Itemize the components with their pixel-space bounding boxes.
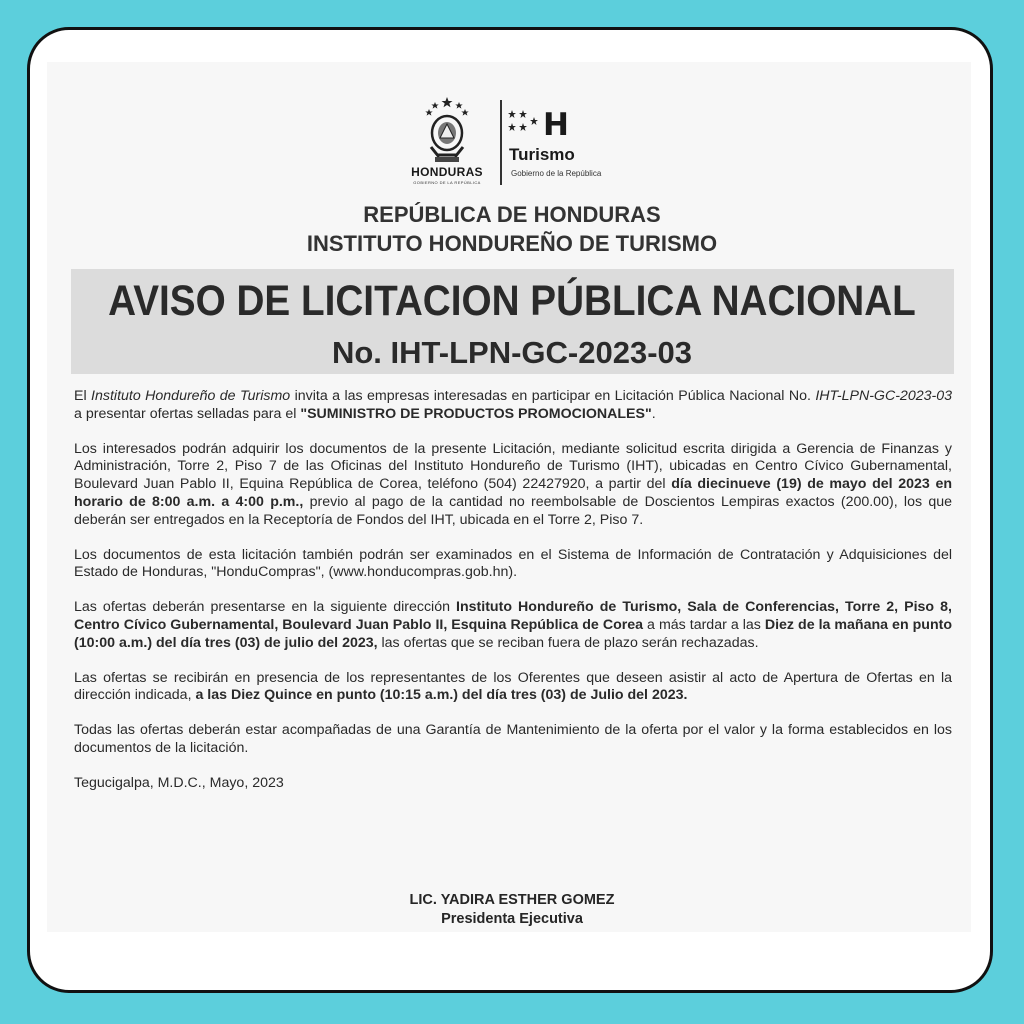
h-letter: H (543, 107, 569, 143)
dateline: Tegucigalpa, M.D.C., Mayo, 2023 (74, 774, 284, 791)
text-run: Las ofertas se recibirán en presencia de los representantes de los Oferentes que deseen asistir al acto de Apertura de Ofertas en la dirección indicada, (74, 669, 952, 704)
header-republic: REPÚBLICA DE HONDURAS (363, 202, 661, 227)
logo-divider (500, 100, 502, 185)
signatory-name: LIC. YADIRA ESTHER GOMEZ (409, 892, 615, 908)
text-run: Las ofertas deberán presentarse en la siguiente dirección (74, 599, 457, 616)
paragraph-opening (74, 670, 952, 706)
turismo-wordmark: Turismo (509, 145, 575, 164)
paragraph-invitation (74, 388, 952, 424)
text-run-bold: a las Diez Quince en punto (10:15 a.m.) del día tres (03) de Julio del 2023. (195, 687, 688, 704)
text-run-italic: Instituto Hondureño de Turismo (91, 388, 291, 404)
honduras-subtitle: GOBIERNO DE LA REPÚBLICA (413, 180, 481, 185)
text-run: invita a las empresas interesadas en participar en Licitación Pública Nacional No. (290, 388, 816, 404)
paragraph-documents (74, 441, 952, 530)
text-run: Los interesados podrán adquirir los documentos de la presente Licitación, mediante solicitud escrita dirigida a Gerencia de Finanzas y Administración, Torre 2, Piso 7 de las Oficinas del Instituto Hondureño de Turismo (IHT), ubicadas en Centro Cívico Gubernamental, Boulevard Juan Pablo II, Equina República de Corea, teléfono (504) 22427920, a partir del (74, 440, 952, 493)
signatory-role: Presidenta Ejecutiva (441, 911, 583, 927)
turismo-subtitle: Gobierno de la República (511, 169, 602, 178)
coat-of-arms-icon (417, 95, 477, 165)
honduras-wordmark: HONDURAS (411, 165, 483, 179)
logo-bar (0, 95, 1024, 190)
stars-h-icon (506, 105, 586, 145)
text-run: . (651, 405, 656, 422)
paragraph-guarantee: Todas las ofertas deberán estar acompañadas de una Garantía de Mantenimiento de la oferta por el valor y la forma establecidos en los documentos de la licitación. (74, 722, 952, 756)
text-run: las ofertas que se reciban fuera de plazo serán rechazadas. (377, 634, 759, 651)
text-run: previo al pago de la cantidad no reembolsable de Doscientos Lempiras exactos (200.00), los que deberán ser entregados en la Receptoría de Fondos del IHT, ubicada en el Torre 2, Piso 7. (74, 493, 953, 528)
paragraph-honducompras: Los documentos de esta licitación también podrán ser examinados en el Sistema de Información de Contratación y Adquisiciones del Estado de Honduras, "HonduCompras", (www.honducompras.gob.hn). (74, 546, 952, 581)
text-run-bold: Diez de la mañana en punto (10:00 a.m.) del día tres (03) de julio del 2023, (74, 616, 953, 651)
header-institute: INSTITUTO HONDUREÑO DE TURISMO (306, 231, 718, 256)
text-run-bold: Instituto Hondureño de Turismo, Sala de Conferencias, Torre 2, Piso 8, Centro Cívico Gubernamental, Boulevard Juan Pablo II, Esquina República de Corea (74, 599, 952, 633)
text-run: a más tardar a las (643, 616, 765, 633)
honduras-logo (398, 95, 496, 187)
text-run: a presentar ofertas selladas para el (74, 405, 301, 422)
notice-body (74, 388, 952, 810)
text-run: El (74, 388, 92, 404)
paragraph-submission (74, 599, 952, 652)
turismo-logo (506, 105, 616, 185)
tender-number: No. IHT-LPN-GC-2023-03 (331, 335, 692, 370)
text-run-bold: "SUMINISTRO DE PRODUCTOS PROMOCIONALES" (300, 405, 652, 422)
notice-title: AVISO DE LICITACION PÚBLICA NACIONAL (108, 277, 916, 325)
text-run-bold: día diecinueve (19) de mayo del 2023 en horario de 8:00 a.m. a 4:00 p.m., (74, 476, 953, 510)
text-run-italic: IHT-LPN-GC-2023-03 (815, 388, 952, 404)
